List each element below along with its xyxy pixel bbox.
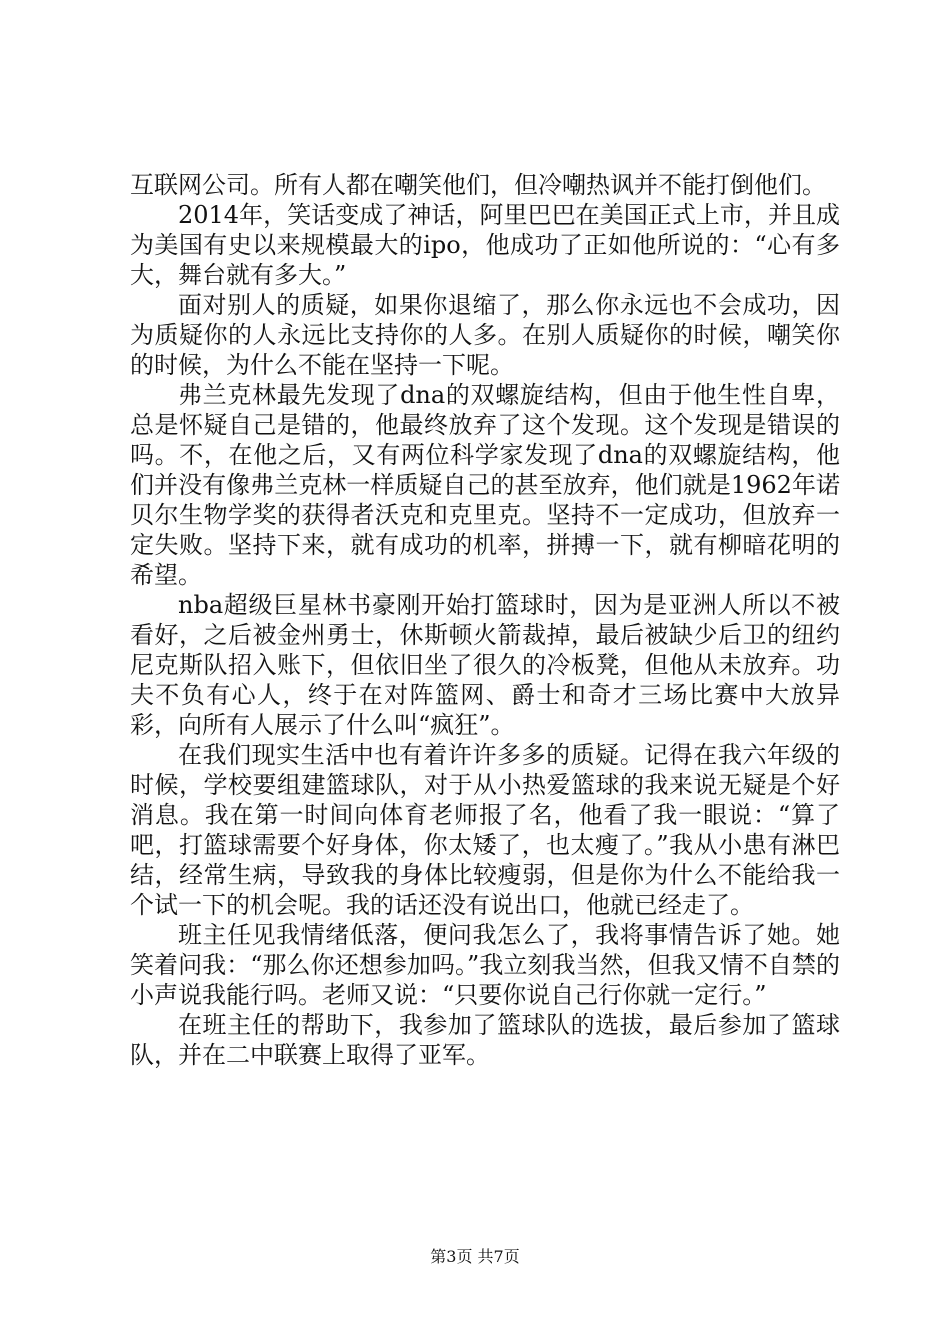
paragraph-6: 在我们现实生活中也有着许许多多的质疑。记得在我六年级的时候，学校要组建篮球队，对于从小热爱篮球的我来说无疑是个好消息。我在第一时间向体育老师报了名，他看了我一眼说：“算了吧，打篮球需要个好身体，你太矮了，也太瘦了。”我从小患有淋巴结，经常生病，导致我的身体比较瘦弱，但是你为什么不能给我一个试一下的机会呢。我的话还没有说出口，他就已经走了。 bbox=[130, 741, 840, 919]
paragraph-2: 2014年，笑话变成了神话，阿里巴巴在美国正式上市，并且成为美国有史以来规模最大的ipo，他成功了正如他所说的：“心有多大，舞台就有多大。” bbox=[130, 201, 840, 289]
paragraph-5: nba超级巨星林书豪刚开始打篮球时，因为是亚洲人所以不被看好，之后被金州勇士，休斯顿火箭裁掉，最后被缺少后卫的纽约尼克斯队招入账下，但依旧坐了很久的冷板凳，但他从未放弃。功夫不负有心人，终于在对阵篮网、爵士和奇才三场比赛中大放异彩，向所有人展示了什么叫“疯狂”。 bbox=[130, 591, 840, 739]
paragraph-3: 面对别人的质疑，如果你退缩了，那么你永远也不会成功，因为质疑你的人永远比支持你的人多。在别人质疑你的时候，嘲笑你的时候，为什么不能在坚持一下呢。 bbox=[130, 291, 840, 379]
paragraph-4: 弗兰克林最先发现了dna的双螺旋结构，但由于他生性自卑，总是怀疑自己是错的，他最终放弃了这个发现。这个发现是错误的吗。不，在他之后，又有两位科学家发现了dna的双螺旋结构，他们并没有像弗兰克林一样质疑自己的甚至放弃，他们就是1962年诺贝尔生物学奖的获得者沃克和克里克。坚持不一定成功，但放弃一定失败。坚持下来，就有成功的机率，拼搏一下，就有柳暗花明的希望。 bbox=[130, 381, 840, 589]
paragraph-8: 在班主任的帮助下，我参加了篮球队的选拔，最后参加了篮球队，并在二中联赛上取得了亚军。 bbox=[130, 1011, 840, 1069]
paragraph-1: 互联网公司。所有人都在嘲笑他们，但冷嘲热讽并不能打倒他们。 bbox=[130, 171, 826, 199]
page-number-footer: 第3页 共7页 bbox=[430, 1247, 520, 1266]
paragraph-7: 班主任见我情绪低落，便问我怎么了，我将事情告诉了她。她笑着问我：“那么你还想参加吗。”我立刻我当然，但我又情不自禁的小声说我能行吗。老师又说：“只要你说自己行你就一定行。” bbox=[130, 921, 840, 1009]
document-body bbox=[130, 170, 840, 1070]
